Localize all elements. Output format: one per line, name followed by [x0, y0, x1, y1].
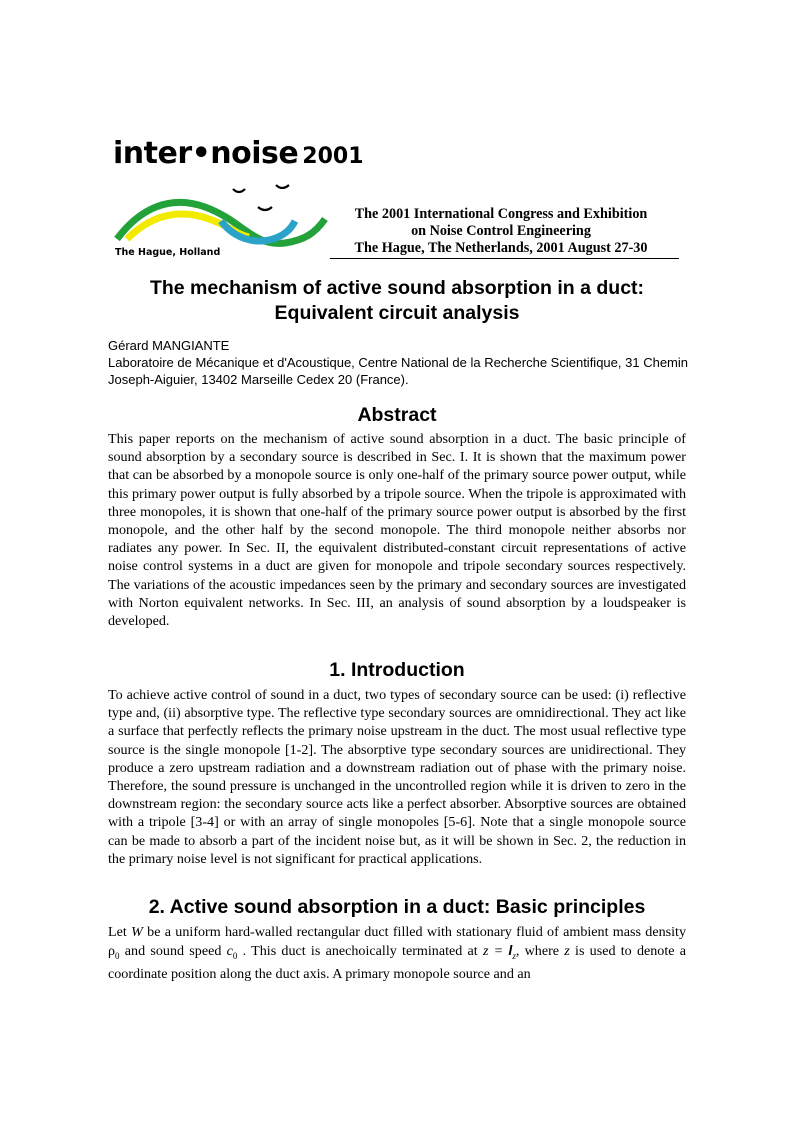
symbol-rho: ρ — [108, 943, 116, 960]
symbol-l: l — [508, 942, 513, 959]
subscript: 0 — [232, 951, 238, 962]
logo-waves-graphic — [113, 177, 333, 249]
paper-title-line-2: Equivalent circuit analysis — [274, 302, 520, 324]
bird-icon — [258, 207, 272, 210]
bird-icon — [276, 185, 289, 188]
introduction-text — [108, 686, 686, 868]
paper-title — [108, 276, 686, 326]
text-run: . This duct is anechoically terminated at — [237, 943, 483, 960]
author-name: Gérard MANGIANTE — [108, 338, 230, 353]
text-run: be a uniform hard-walled rectangular duct filled with stationary fluid of ambient mass density — [142, 924, 686, 940]
text-run: and sound speed — [119, 943, 227, 960]
section-2-heading: 2. Active sound absorption in a duct: Basic principles — [148, 896, 646, 918]
introduction-heading: 1. Introduction — [329, 659, 465, 681]
symbol-c: c — [226, 943, 233, 960]
text-run: Let — [108, 924, 132, 940]
paper-title-line-1: The mechanism of active sound absorption in a duct: — [149, 277, 645, 299]
abstract-heading: Abstract — [357, 404, 437, 426]
conference-line-3: The Hague, The Netherlands, 2001 August 27-30 — [354, 240, 648, 256]
logo-wordmark: inter•noise — [113, 136, 299, 171]
symbol-z: z — [564, 943, 570, 960]
subscript: z — [512, 951, 516, 962]
conference-line-1: The 2001 International Congress and Exhibition — [354, 206, 648, 222]
symbol-W: W — [131, 924, 143, 940]
logo-title — [113, 137, 364, 174]
conference-logo — [113, 136, 364, 262]
abstract-paragraph: This paper reports on the mechanism of active sound absorption in a duct. The basic principle of sound absorption by a secondary source is described in Sec. I. It is shown that the maximum power that can be absorbed by a monopole source is only one-half of the primary source power output, while this primary power output is fully absorbed by a tripole source. When the tripole is approximated with three monopoles, it is shown that one-half of the primary source power output is absorbed by the first monopole, and the other half by the second monopole. The third monopole neither absorbs nor radiates any power. In Sec. II, the equivalent distributed-constant circuit representations of active noise control systems in a duct are given for monopole and tripole secondary sources respectively. The variations of the acoustic impedances seen by the primary and secondary sources are investigated with Norton equivalent networks. In Sec. III, an analysis of sound absorption by a loudspeaker is developed. — [108, 431, 686, 630]
conference-line-2: on Noise Control Engineering — [411, 223, 591, 239]
logo-place: The Hague, Holland — [115, 247, 221, 258]
bird-icon — [233, 189, 245, 192]
conference-info — [330, 206, 672, 257]
introduction-paragraph: To achieve active control of sound in a duct, two types of secondary source can be used: (i) reflective type and, (ii) absorptive type. The reflective type secondary sources are omnidirectional. They act like a surface that perfectly reflects the primary noise upstream in the duct. The most usual reflective type source is the single monopole [1-2]. The absorptive type secondary sources are unidirectional. They produce a zero upstream radiation and a downstream radiation out of phase with the primary noise. Therefore, the sound pressure is unchanged in the uncontrolled region while it is driven to zero in the downstream region: the secondary source acts like a perfect absorber. Absorptive sources are obtained with a tripole [3-4] or with an array of single monopoles [5-6]. Note that a single monopole source can be made to absorb a part of the incident noise but, as it will be shown in Sec. 2, the reduction in the primary noise level is not significant for practical applications. — [108, 687, 686, 867]
text-run: , where — [515, 943, 565, 960]
author-affiliation: Laboratoire de Mécanique et d'Acoustique, Centre National de la Recherche Scientifique, 31 Chemin Joseph-Aiguier, 13402 Marseille Cedex 20 (France). — [108, 355, 688, 387]
subscript: 0 — [115, 951, 120, 962]
section-2-text — [108, 923, 686, 983]
logo-year: 2001 — [302, 144, 364, 169]
section-2-paragraph — [108, 923, 686, 983]
author-block — [108, 337, 688, 388]
symbol-z-equals: z = — [482, 943, 509, 960]
text-run: is used to denote a coordinate position along the duct axis. A primary monopole source and an — [108, 943, 687, 983]
abstract-text — [108, 430, 686, 630]
header-rule — [330, 258, 679, 259]
